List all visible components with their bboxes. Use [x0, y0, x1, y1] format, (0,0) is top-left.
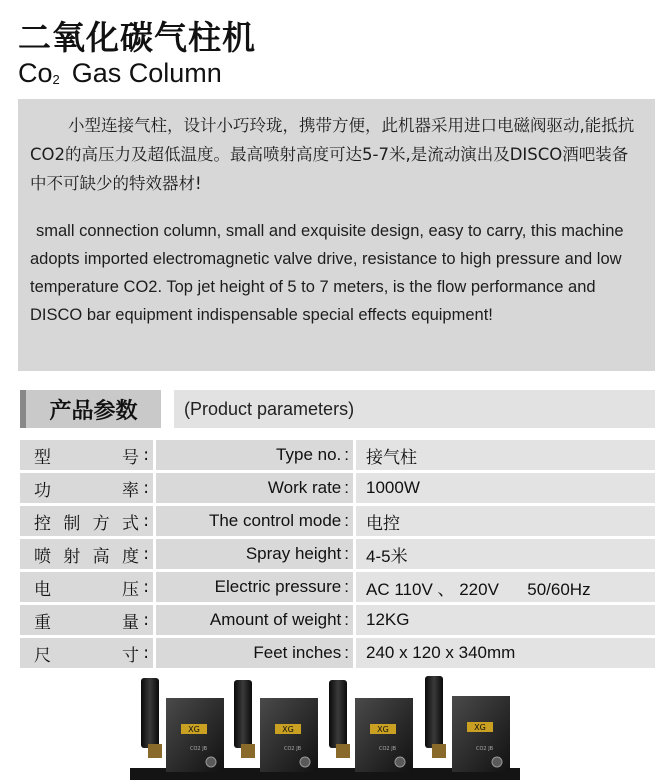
param-row-size	[20, 638, 655, 668]
gas-column-unit	[329, 680, 413, 772]
colon: :	[143, 478, 149, 498]
param-value: 接气柱	[356, 440, 655, 470]
page-title-en	[18, 58, 222, 89]
param-row-control	[20, 506, 655, 536]
param-en-label: Type no.	[276, 445, 342, 464]
param-cn-cell	[20, 440, 153, 470]
param-row-power	[20, 473, 655, 503]
nozzle-tube	[425, 676, 443, 748]
param-cn-label: 功率	[34, 480, 139, 501]
gas-column-unit	[234, 680, 318, 772]
description-en: small connection column, small and exquisite design, easy to carry, this machine adopts imported electromagnetic valve drive, resistance to high pressure and low temperature CO2. Top jet height of 5 to 7 meters, is the flow performance and DISCO bar equipment indispensable special effects equipment!	[30, 222, 624, 324]
product-photo	[0, 672, 670, 784]
param-row-type	[20, 440, 655, 470]
brass-fitting	[432, 744, 446, 758]
brass-fitting	[241, 744, 255, 758]
colon: :	[344, 445, 349, 464]
param-row-spray	[20, 539, 655, 569]
param-value: 240 x 120 x 340mm	[356, 638, 655, 668]
knob-icon	[300, 757, 310, 767]
param-value: 12KG	[356, 605, 655, 635]
colon: :	[344, 643, 349, 662]
knob-icon	[206, 757, 216, 767]
description-cn: 小型连接气柱，设计小巧玲珑，携带方便，此机器采用进口电磁阀驱动,能抵抗CO2的高压力及超低温度。最高喷射高度可达5-7米,是流动演出及DISCO酒吧装备中不可缺少的特效器材!	[30, 116, 635, 193]
param-row-voltage	[20, 572, 655, 602]
param-value: 1000W	[356, 473, 655, 503]
colon: :	[143, 445, 149, 465]
colon: :	[344, 577, 349, 596]
colon: :	[143, 610, 149, 630]
params-label-cn: 产品参数	[20, 390, 161, 428]
param-en-cell	[156, 473, 353, 503]
model-label: CO2 JB	[284, 746, 302, 752]
colon: :	[143, 511, 149, 531]
brand-label: XG	[377, 725, 389, 734]
model-label: CO2 JB	[379, 746, 397, 752]
title-subscript: 2	[52, 72, 60, 87]
colon: :	[143, 643, 149, 663]
param-cn-cell	[20, 638, 153, 668]
param-en-cell	[156, 572, 353, 602]
colon: :	[143, 544, 149, 564]
param-cn-cell	[20, 506, 153, 536]
brass-fitting	[148, 744, 162, 758]
param-cn-cell	[20, 605, 153, 635]
param-cn-label: 型号	[34, 447, 139, 468]
param-value: 4-5米	[356, 539, 655, 569]
knob-icon	[492, 757, 502, 767]
param-en-cell	[156, 638, 353, 668]
param-cn-label: 控制方式	[34, 513, 139, 534]
param-cn-cell	[20, 539, 153, 569]
gas-column-unit	[425, 676, 510, 772]
colon: :	[143, 577, 149, 597]
page-title-cn: 二氧化碳气柱机	[18, 18, 256, 57]
nozzle-tube	[329, 680, 347, 748]
brand-label: XG	[282, 725, 294, 734]
brass-fitting	[336, 744, 350, 758]
param-cn-cell	[20, 572, 153, 602]
model-label: CO2 JB	[476, 746, 494, 752]
params-table	[20, 440, 655, 671]
param-cn-cell	[20, 473, 153, 503]
param-en-label: Feet inches	[253, 643, 342, 662]
param-en-cell	[156, 440, 353, 470]
param-en-cell	[156, 539, 353, 569]
nozzle-tube	[141, 678, 159, 748]
param-cn-label: 电压	[34, 579, 139, 600]
param-value: AC 110V 、 220V 50/60Hz	[356, 572, 655, 602]
param-en-label: The control mode	[208, 511, 342, 530]
param-en-label: Spray height	[245, 544, 342, 563]
param-value: 电控	[356, 506, 655, 536]
brand-label: XG	[474, 723, 486, 732]
params-label-en: (Product parameters)	[174, 390, 655, 428]
knob-icon	[395, 757, 405, 767]
colon: :	[344, 610, 349, 629]
param-row-weight	[20, 605, 655, 635]
param-en-cell	[156, 605, 353, 635]
brand-label: XG	[188, 725, 200, 734]
description-box	[18, 99, 655, 371]
param-cn-label: 喷射高度	[34, 546, 139, 567]
gas-column-unit	[141, 678, 224, 772]
param-cn-label: 重量	[34, 612, 139, 633]
colon: :	[344, 544, 349, 563]
param-en-label: Amount of weight	[209, 610, 342, 629]
colon: :	[344, 511, 349, 530]
param-en-label: Work rate	[267, 478, 342, 497]
title-co: Co	[18, 58, 53, 88]
model-label: CO2 JB	[190, 746, 208, 752]
nozzle-tube	[234, 680, 252, 748]
param-en-label: Electric pressure	[214, 577, 342, 596]
colon: :	[344, 478, 349, 497]
title-gas-column: Gas Column	[71, 58, 222, 88]
param-cn-label: 尺寸	[34, 645, 139, 666]
param-en-cell	[156, 506, 353, 536]
